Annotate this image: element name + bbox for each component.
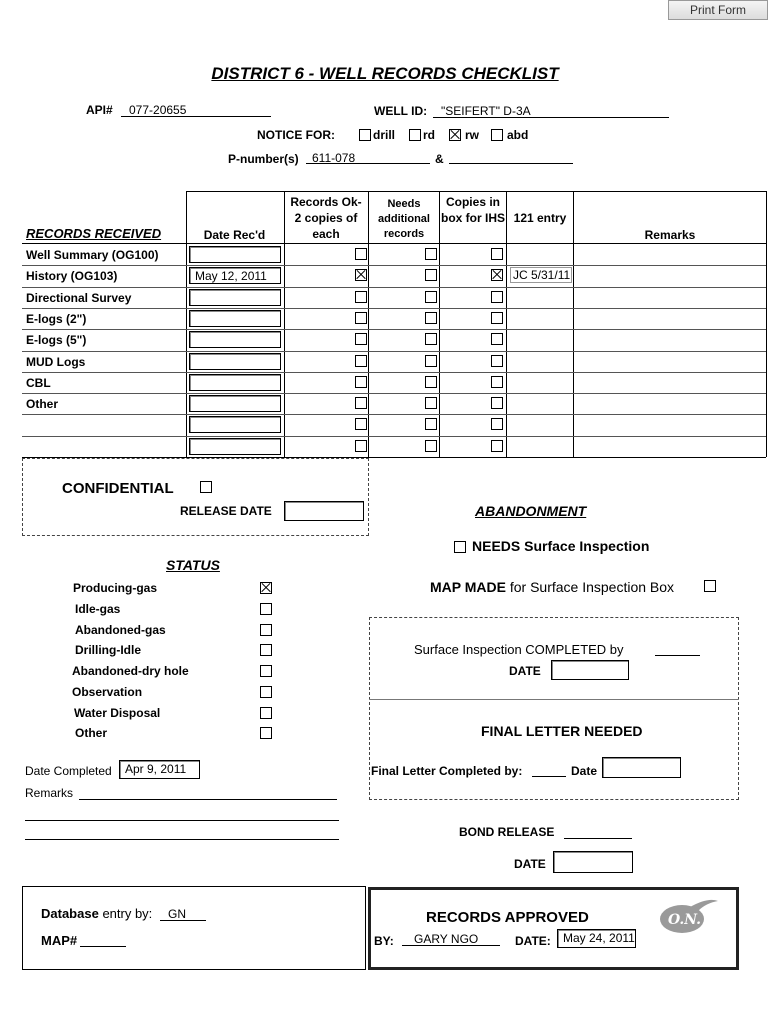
- confidential-label: CONFIDENTIAL: [62, 480, 174, 497]
- database-value: GN: [168, 907, 186, 921]
- header-date-recd: Date Rec'd: [203, 228, 266, 242]
- date-recd-field[interactable]: [189, 374, 281, 391]
- copies-ihs-checkbox[interactable]: [491, 269, 503, 281]
- table-row-label: Other: [26, 397, 59, 411]
- surface-divider: [369, 699, 739, 700]
- surface-date-field[interactable]: [551, 660, 629, 680]
- map-made-bold: MAP MADE: [430, 579, 506, 595]
- needs-additional-checkbox[interactable]: [425, 397, 437, 409]
- table-col-line: [506, 191, 507, 457]
- remarks-line-3[interactable]: [25, 839, 339, 840]
- status-item-label: Water Disposal: [74, 706, 161, 720]
- records-ok-checkbox[interactable]: [355, 418, 367, 430]
- print-form-button[interactable]: Print Form: [668, 0, 768, 20]
- stamp-text: O.N.: [668, 912, 702, 928]
- records-ok-checkbox[interactable]: [355, 397, 367, 409]
- needs-additional-checkbox[interactable]: [425, 418, 437, 430]
- api-field[interactable]: [121, 101, 271, 117]
- copies-ihs-checkbox[interactable]: [491, 397, 503, 409]
- table-header-line: [22, 243, 766, 244]
- status-item-label: Abandoned-gas: [75, 623, 166, 637]
- header-remarks: Remarks: [644, 228, 696, 242]
- bond-release-line[interactable]: [564, 838, 632, 839]
- table-col-line: [284, 191, 285, 457]
- needs-additional-checkbox[interactable]: [425, 291, 437, 303]
- notice-rd-checkbox[interactable]: [409, 129, 421, 141]
- entry-121-value[interactable]: [510, 416, 572, 432]
- copies-ihs-checkbox[interactable]: [491, 248, 503, 260]
- copies-ihs-checkbox[interactable]: [491, 355, 503, 367]
- header-copies-ihs: Copies in box for IHS: [440, 195, 505, 225]
- date-recd-field[interactable]: [189, 331, 281, 348]
- final-letter-completed-label: Final Letter Completed by:: [371, 764, 523, 778]
- approved-date-value: May 24, 2011: [563, 931, 635, 945]
- table-col-line: [573, 191, 574, 457]
- table-row-label: Directional Survey: [26, 291, 132, 305]
- needs-surface-label: NEEDS Surface Inspection: [472, 538, 650, 554]
- surface-completed-line[interactable]: [655, 655, 700, 656]
- records-received-heading: RECORDS RECEIVED: [26, 226, 162, 241]
- remarks-line-2[interactable]: [25, 820, 339, 821]
- table-top-line: [186, 191, 766, 192]
- final-date-field[interactable]: [602, 757, 681, 778]
- map-made-checkbox[interactable]: [704, 580, 716, 592]
- table-col-line: [186, 191, 187, 457]
- api-value: 077-20655: [129, 103, 187, 117]
- table-row-divider: [22, 436, 766, 437]
- abandonment-heading: ABANDONMENT: [475, 503, 587, 519]
- table-row-divider: [22, 265, 766, 266]
- copies-ihs-checkbox[interactable]: [491, 312, 503, 324]
- well-id-field[interactable]: [433, 102, 669, 118]
- table-row-divider: [22, 308, 766, 309]
- records-ok-checkbox[interactable]: [355, 312, 367, 324]
- bond-release-label: BOND RELEASE: [459, 825, 555, 839]
- date-recd-field[interactable]: [189, 395, 281, 412]
- database-box: [22, 886, 366, 970]
- map-made-rest: for Surface Inspection Box: [509, 579, 675, 595]
- copies-ihs-checkbox[interactable]: [491, 440, 503, 452]
- database-bold: Database: [41, 906, 99, 921]
- approved-date-label: DATE:: [515, 934, 551, 948]
- surface-completed-label: Surface Inspection COMPLETED by: [414, 642, 624, 657]
- table-row-label: MUD Logs: [26, 355, 86, 369]
- status-item-label: Producing-gas: [73, 581, 158, 595]
- copies-ihs-checkbox[interactable]: [491, 418, 503, 430]
- notice-rw-label: rw: [465, 128, 480, 142]
- database-label: [41, 906, 152, 921]
- table-row-divider: [22, 372, 766, 373]
- needs-additional-checkbox[interactable]: [425, 355, 437, 367]
- needs-additional-checkbox[interactable]: [425, 376, 437, 388]
- map-number-line[interactable]: [80, 946, 126, 947]
- table-col-line: [766, 191, 767, 457]
- table-col-line: [439, 191, 440, 457]
- approved-by-field[interactable]: [402, 930, 500, 946]
- date-recd-value: May 12, 2011: [195, 269, 267, 283]
- entry-121-value[interactable]: [510, 246, 572, 262]
- map-number-label: MAP#: [41, 933, 78, 948]
- status-item-checkbox[interactable]: [260, 727, 272, 739]
- entry-121-value[interactable]: JC 5/31/11: [510, 267, 572, 283]
- entry-121-value[interactable]: [510, 374, 572, 390]
- status-item-label: Other: [75, 726, 108, 740]
- status-item-checkbox[interactable]: [260, 624, 272, 636]
- map-made-label: [430, 579, 674, 595]
- records-ok-checkbox[interactable]: [355, 291, 367, 303]
- notice-drill-checkbox[interactable]: [359, 129, 371, 141]
- header-records-ok: Records Ok- 2 copies of each: [290, 195, 362, 241]
- entry-121-value[interactable]: [510, 353, 572, 369]
- approval-stamp-logo: [656, 895, 720, 939]
- database-rest: entry by:: [102, 906, 153, 921]
- date-completed-field[interactable]: [119, 760, 200, 779]
- approved-by-label: BY:: [374, 934, 394, 948]
- records-ok-checkbox[interactable]: [355, 440, 367, 452]
- status-item-checkbox[interactable]: [260, 582, 272, 594]
- bond-date-field[interactable]: [553, 851, 633, 873]
- records-approved-title: RECORDS APPROVED: [426, 909, 589, 926]
- date-recd-field[interactable]: [189, 246, 281, 263]
- release-date-field[interactable]: [284, 501, 364, 521]
- needs-additional-checkbox[interactable]: [425, 440, 437, 452]
- approved-date-field[interactable]: [557, 929, 636, 948]
- api-label: API#: [86, 103, 113, 117]
- table-row-divider: [22, 329, 766, 330]
- records-ok-checkbox[interactable]: [355, 269, 367, 281]
- database-field[interactable]: [160, 905, 206, 921]
- notice-abd-checkbox[interactable]: [491, 129, 503, 141]
- notice-drill-label: drill: [373, 128, 396, 142]
- pnumber-value: 611-078: [312, 151, 356, 165]
- notice-rd-label: rd: [423, 128, 435, 142]
- entry-121-value[interactable]: [510, 438, 572, 454]
- page-title: DISTRICT 6 - WELL RECORDS CHECKLIST: [211, 64, 559, 83]
- status-item-label: Idle-gas: [75, 602, 121, 616]
- final-letter-line[interactable]: [532, 776, 566, 777]
- date-recd-field[interactable]: [189, 416, 281, 433]
- remarks-label: Remarks: [25, 786, 74, 800]
- confidential-checkbox[interactable]: [200, 481, 212, 493]
- notice-label: NOTICE FOR:: [257, 128, 335, 142]
- well-id-value: "SEIFERT" D-3A: [441, 104, 531, 118]
- copies-ihs-checkbox[interactable]: [491, 376, 503, 388]
- table-row-label: History (OG103): [26, 269, 118, 283]
- pnumber-field-2[interactable]: [449, 149, 573, 164]
- confidential-box: [22, 458, 369, 536]
- status-item-checkbox[interactable]: [260, 707, 272, 719]
- release-date-label: RELEASE DATE: [180, 504, 272, 518]
- table-row-label: E-logs (5"): [26, 333, 87, 347]
- table-row-divider: [22, 287, 766, 288]
- date-recd-field[interactable]: [189, 267, 281, 284]
- status-item-checkbox[interactable]: [260, 686, 272, 698]
- status-item-checkbox[interactable]: [260, 665, 272, 677]
- date-recd-field[interactable]: [189, 310, 281, 327]
- status-heading: STATUS: [166, 557, 220, 573]
- records-ok-checkbox[interactable]: [355, 355, 367, 367]
- date-recd-field[interactable]: [189, 289, 281, 306]
- status-item-label: Observation: [72, 685, 143, 699]
- header-needs-additional: Needs additional records: [378, 198, 430, 240]
- status-item-label: Abandoned-dry hole: [72, 664, 189, 678]
- status-item-label: Drilling-Idle: [75, 643, 141, 657]
- table-row-divider: [22, 351, 766, 352]
- notice-abd-label: abd: [507, 128, 529, 142]
- needs-additional-checkbox[interactable]: [425, 312, 437, 324]
- pnumber-label: P-number(s): [228, 152, 299, 166]
- date-recd-field[interactable]: [189, 353, 281, 370]
- copies-ihs-checkbox[interactable]: [491, 291, 503, 303]
- date-completed-label: Date Completed: [25, 764, 112, 778]
- header-121-entry: 121 entry: [513, 211, 567, 225]
- approved-by-value: GARY NGO: [414, 932, 479, 946]
- date-completed-value: Apr 9, 2011: [125, 762, 187, 776]
- records-ok-checkbox[interactable]: [355, 248, 367, 260]
- status-item-checkbox[interactable]: [260, 603, 272, 615]
- well-id-label: WELL ID:: [374, 104, 428, 118]
- table-row-label: Well Summary (OG100): [26, 248, 159, 262]
- table-row-divider: [22, 414, 766, 415]
- entry-121-value[interactable]: [510, 289, 572, 305]
- table-col-line: [368, 191, 369, 457]
- copies-ihs-checkbox[interactable]: [491, 333, 503, 345]
- pnumber-and: &: [435, 152, 444, 166]
- final-letter-needed: FINAL LETTER NEEDED: [481, 723, 643, 739]
- needs-additional-checkbox[interactable]: [425, 333, 437, 345]
- records-ok-checkbox[interactable]: [355, 376, 367, 388]
- final-date-label: Date: [571, 764, 598, 778]
- needs-additional-checkbox[interactable]: [425, 269, 437, 281]
- surface-date-label: DATE: [509, 664, 541, 678]
- entry-121-value[interactable]: [510, 331, 572, 347]
- entry-121-value[interactable]: [510, 395, 572, 411]
- pnumber-field[interactable]: [306, 149, 430, 164]
- needs-additional-checkbox[interactable]: [425, 248, 437, 260]
- table-row-label: E-logs (2"): [26, 312, 87, 326]
- table-row-divider: [22, 393, 766, 394]
- needs-surface-checkbox[interactable]: [454, 541, 466, 553]
- records-ok-checkbox[interactable]: [355, 333, 367, 345]
- notice-rw-checkbox[interactable]: [449, 129, 461, 141]
- remarks-line-1[interactable]: [79, 799, 337, 800]
- status-item-checkbox[interactable]: [260, 644, 272, 656]
- table-row-label: CBL: [26, 376, 51, 390]
- bond-date-label: DATE: [514, 857, 546, 871]
- entry-121-value[interactable]: [510, 310, 572, 326]
- date-recd-field[interactable]: [189, 438, 281, 455]
